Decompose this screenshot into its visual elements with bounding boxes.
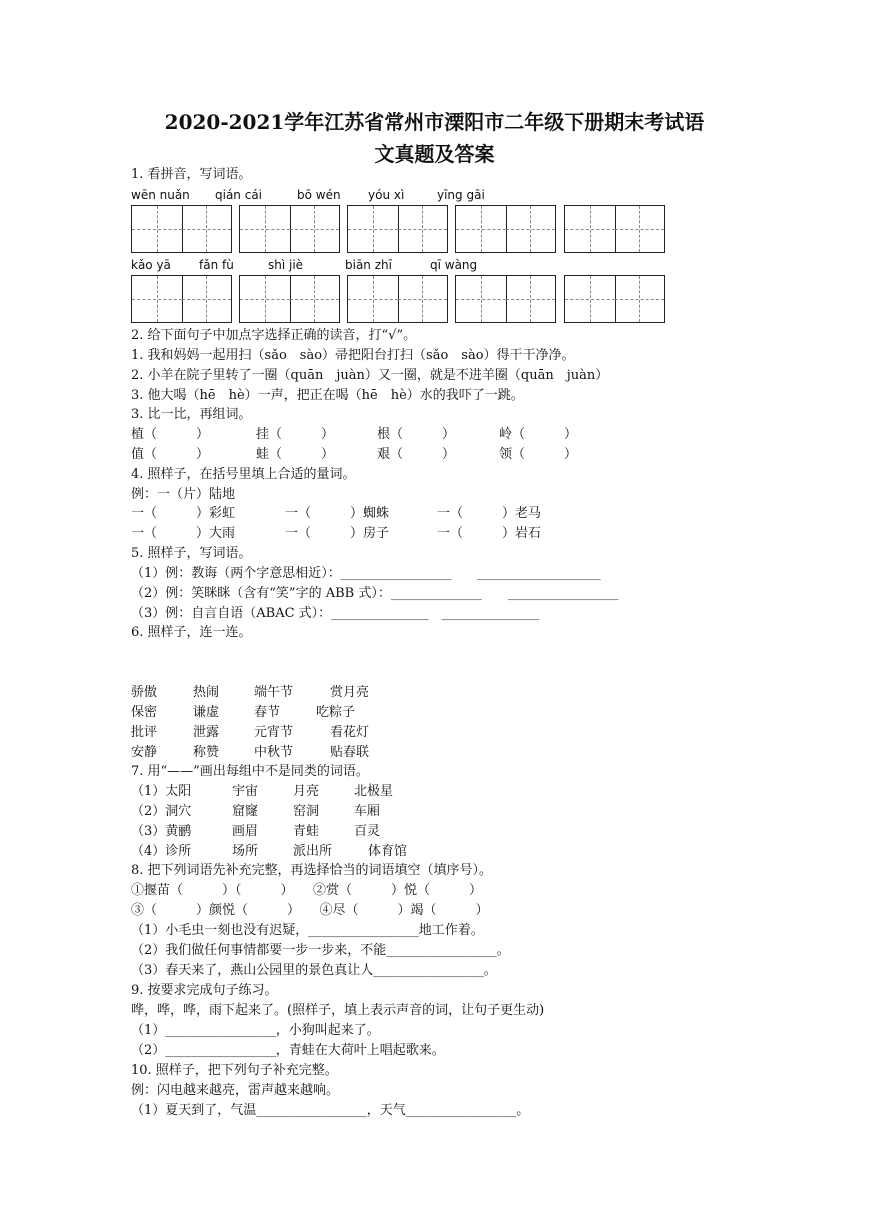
q8-line: （3）春天来了，燕山公园里的景色真让人_________________。 <box>131 963 497 978</box>
q6-word: 元宵节 <box>254 725 294 740</box>
tianzige-box[interactable] <box>239 205 340 253</box>
q7-word: 派出所 <box>293 844 333 859</box>
q4-item: 一（ ）蜘蛛 <box>285 506 390 521</box>
q4-heading: 4. 照样子，在括号里填上合适的量词。 <box>131 467 356 482</box>
pinyin: fǎn fù <box>199 258 234 272</box>
q6-word: 安静 <box>131 745 158 760</box>
q5-line: （3）例：自言自语（ABAC 式）：_______________ _______________ <box>131 606 540 621</box>
q6-word: 保密 <box>131 705 158 720</box>
q3-item: 岭（ ） <box>499 427 578 442</box>
q3-item: 领（ ） <box>499 447 578 462</box>
q7-word: 月亮 <box>293 784 320 799</box>
q9-line: （1）_________________，小狗叫起来了。 <box>131 1023 380 1038</box>
q5-line: （1）例：教诲（两个字意思相近）：_________________ ___________________ <box>131 566 601 581</box>
pinyin: biān zhī <box>345 258 392 272</box>
q7-word: 体育馆 <box>368 844 408 859</box>
q10-example: 例：闪电越来越亮，雷声越来越响。 <box>131 1083 340 1098</box>
tianzige-box[interactable] <box>455 205 556 253</box>
q6-word: 泄露 <box>193 725 220 740</box>
q6-word: 端午节 <box>254 685 294 700</box>
q7-word: 百灵 <box>354 824 381 839</box>
q7-word: （3）黄鹂 <box>131 824 192 839</box>
tianzige-box[interactable] <box>347 205 448 253</box>
q7-word: 场所 <box>232 844 259 859</box>
q7-heading: 7. 用“——”画出每组中不是同类的词语。 <box>131 764 369 779</box>
tianzige-box[interactable] <box>239 275 340 323</box>
pinyin: kǎo yā <box>131 258 171 272</box>
q3-item: 蛙（ ） <box>256 447 335 462</box>
q4-item: 一（ ）房子 <box>285 526 390 541</box>
q1-heading: 1. 看拼音，写词语。 <box>131 167 252 182</box>
tianzige-box[interactable] <box>131 275 232 323</box>
q4-item: 一（ ）老马 <box>437 506 542 521</box>
q7-word: 青蛙 <box>293 824 320 839</box>
q10-line: （1）夏天到了，气温_________________，天气_________________。 <box>131 1103 530 1118</box>
q7-word: 北极星 <box>354 784 394 799</box>
pinyin: shì jiè <box>268 258 304 272</box>
q9-line: （2）_________________，青蛙在大荷叶上唱起歌来。 <box>131 1043 445 1058</box>
tianzige-box[interactable] <box>564 275 665 323</box>
pinyin: qī wàng <box>430 258 478 272</box>
q5-heading: 5. 照样子，写词语。 <box>131 546 252 561</box>
pinyin: qián cái <box>215 188 263 202</box>
q6-word: 中秋节 <box>254 745 294 760</box>
q6-word: 贴春联 <box>330 745 370 760</box>
q6-word: 热闹 <box>193 685 220 700</box>
q3-item: 艰（ ） <box>377 447 456 462</box>
q6-word: 称赞 <box>193 745 220 760</box>
q3-heading: 3. 比一比，再组词。 <box>131 407 252 422</box>
q3-item: 挂（ ） <box>256 427 335 442</box>
q8-words: ③（ ）颜悦（ ） ④尽（ ）竭（ ） <box>131 903 489 918</box>
q9-heading: 9. 按要求完成句子练习。 <box>131 983 278 998</box>
q8-line: （2）我们做任何事情都要一步一步来，不能_________________。 <box>131 943 510 958</box>
q2-line: 1. 我和妈妈一起用扫（sǎo sào）帚把阳台打扫（sǎo sào）得干干净净。 <box>131 348 575 363</box>
q6-word: 骄傲 <box>131 685 158 700</box>
q8-words: ①揠苗（ ）（ ） ②赏（ ）悦（ ） <box>131 883 483 898</box>
q5-line: （2）例：笑眯眯（含有“笑”字的 ABB 式）：______________ _________________ <box>131 586 619 601</box>
q6-word: 春节 <box>254 705 281 720</box>
q4-item: 一（ ）岩石 <box>437 526 542 541</box>
q9-example: 哗，哗，哗，雨下起来了。(照样子，填上表示声音的词，让句子更生动) <box>131 1003 545 1018</box>
q7-word: （4）诊所 <box>131 844 192 859</box>
q7-word: （2）洞穴 <box>131 804 192 819</box>
q7-word: 车厢 <box>354 804 381 819</box>
tianzige-box[interactable] <box>564 205 665 253</box>
tianzige-box[interactable] <box>131 205 232 253</box>
q4-example: 例：一（片）陆地 <box>131 487 236 502</box>
tianzige-box[interactable] <box>347 275 448 323</box>
q2-heading: 2. 给下面句子中加点字选择正确的读音，打“√”。 <box>131 328 417 343</box>
pinyin: yīng gāi <box>437 188 485 202</box>
q8-line: （1）小毛虫一刻也没有迟疑，_________________地工作着。 <box>131 923 484 938</box>
q4-item: 一（ ）彩虹 <box>131 506 236 521</box>
q6-word: 谦虚 <box>193 705 220 720</box>
pinyin: wēn nuǎn <box>131 188 190 202</box>
q7-word: 画眉 <box>232 824 259 839</box>
q6-heading: 6. 照样子，连一连。 <box>131 625 252 640</box>
pinyin: yóu xì <box>368 188 405 202</box>
q8-heading: 8. 把下列词语先补充完整，再选择恰当的词语填空（填序号）。 <box>131 863 493 878</box>
q6-word: 看花灯 <box>330 725 370 740</box>
q4-item: 一（ ）大雨 <box>131 526 236 541</box>
page-title: 2020-2021学年江苏省常州市溧阳市二年级下册期末考试语 <box>164 110 705 134</box>
pinyin: bō wén <box>297 188 341 202</box>
q2-line: 2. 小羊在院子里转了一圈（quān juàn）又一圈，就是不进羊圈（quān juàn） <box>131 368 609 383</box>
q2-line: 3. 他大喝（hē hè）一声，把正在喝（hē hè）水的我吓了一跳。 <box>131 388 524 403</box>
q3-item: 根（ ） <box>377 427 456 442</box>
q7-word: 窑洞 <box>293 804 320 819</box>
q3-item: 植（ ） <box>131 427 210 442</box>
q6-word: 吃粽子 <box>316 705 356 720</box>
q7-word: （1）太阳 <box>131 784 192 799</box>
page-title-line2: 文真题及答案 <box>374 142 495 166</box>
q7-word: 宇宙 <box>232 784 259 799</box>
q6-word: 批评 <box>131 725 158 740</box>
q10-heading: 10. 照样子，把下列句子补充完整。 <box>131 1063 338 1078</box>
q3-item: 值（ ） <box>131 447 210 462</box>
q6-word: 赏月亮 <box>330 685 370 700</box>
q7-word: 窟窿 <box>232 804 259 819</box>
tianzige-box[interactable] <box>455 275 556 323</box>
